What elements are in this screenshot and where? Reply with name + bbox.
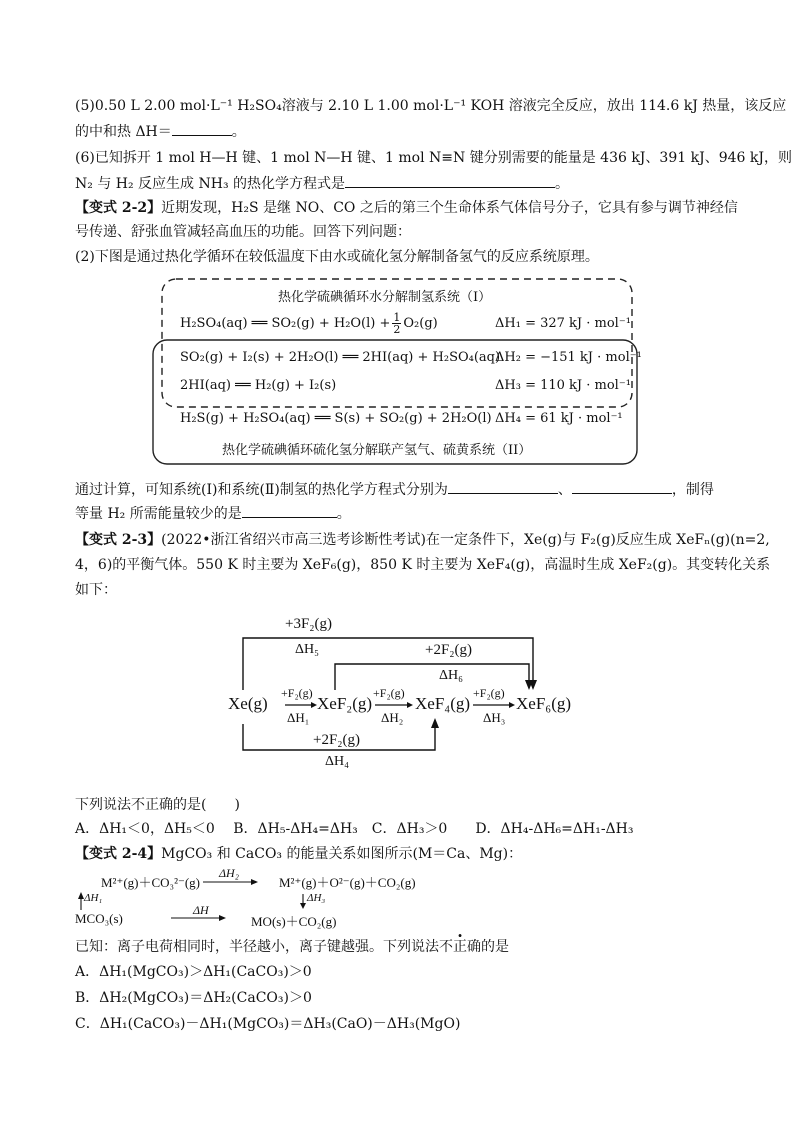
reaction1-left: H₂SO₄(aq) ══ SO₂(g) + H₂O(l) + — [180, 316, 391, 331]
v22-after2-prefix: 等量 H₂ 所需能量较少的是 — [75, 506, 242, 522]
v22-line1 — [75, 199, 738, 217]
q6-answer-blank[interactable] — [345, 173, 555, 188]
bottom-label-2f2: +2F₂(g) — [313, 732, 361, 748]
reaction4-dh: ΔH₄ = 61 kJ · mol⁻¹ — [495, 411, 623, 426]
v22-tag: 【变式 2-2】 — [75, 200, 162, 216]
reaction1-half-fraction: $\frac{1}{2}$ — [393, 311, 401, 336]
label-dh: ΔH — [193, 903, 209, 917]
v23-line2: 4，6)的平衡气体。550 K 时主要为 XeF₆(g)，850 K 时主要为 XeF₄(g)，高温时生成 XeF₂(g)。其变转化关系 — [75, 557, 771, 573]
q6-line2-prefix: N₂ 与 H₂ 反应生成 NH₃ 的热化学方程式是 — [75, 176, 346, 192]
v22-after1-sep: 、 — [557, 482, 572, 498]
v22-line3: (2)下图是通过热化学循环在较低温度下由水或硫化氢分解制备氢气的反应系统原理。 — [75, 249, 599, 265]
label-dh1: ΔH₁ — [287, 710, 310, 725]
v24-option-c: C．ΔH₁(CaCO₃)－ΔH₁(MgCO₃)＝ΔH₃(CaO)－ΔH₃(MgO) — [75, 1016, 461, 1032]
species-xef4: XeF₄(g) — [415, 694, 471, 713]
v22-after1-suffix: ，制得 — [671, 482, 714, 498]
v22-line2: 号传递、舒张血管减轻高血压的功能。回答下列问题： — [75, 224, 411, 240]
bottom-left-species: MCO₃(s) — [75, 911, 123, 926]
v22-after2-suffix: 。 — [336, 506, 351, 522]
top-label-3f2: +3F₂(g) — [285, 616, 333, 632]
v23-question: 下列说法不正确的是( ) — [75, 797, 240, 813]
reaction1-dh: ΔH₁ = 327 kJ · mol⁻¹ — [495, 316, 631, 331]
v22-after-line2 — [75, 503, 351, 523]
dh4-arrowhead — [431, 718, 439, 728]
reaction2: SO₂(g) + I₂(s) + 2H₂O(l) ══ 2HI(aq) + H₂SO₄(aq) — [180, 350, 501, 365]
v22-after-line1 — [75, 479, 714, 499]
species-xef2: XeF₂(g) — [317, 694, 373, 713]
system1-equation-blank[interactable] — [448, 479, 558, 494]
cycle-diagram — [150, 276, 640, 468]
arrow3-label: +F₂(g) — [473, 686, 505, 700]
system2-title: 热化学硫碘循环硫化氢分解联产氢气、硫黄系统（II） — [222, 443, 532, 458]
label-dh6: ΔH₆ — [439, 668, 463, 683]
v24-option-a: A．ΔH₁(MgCO₃)＞ΔH₁(CaCO₃)＞0 — [75, 964, 312, 980]
q5-line2 — [75, 121, 246, 141]
species-xef6: XeF₆(g) — [516, 694, 572, 713]
label-dh3: ΔH₃ — [483, 710, 506, 725]
system2-equation-blank[interactable] — [572, 479, 672, 494]
arrow2-label: +F₂(g) — [373, 686, 405, 700]
v23-line1 — [75, 531, 770, 549]
q5-line1: (5)0.50 L 2.00 mol·L⁻¹ H₂SO₄溶液与 2.10 L 1.00 mol·L⁻¹ KOH 溶液完全反应，放出 114.6 kJ 热量，该反应 — [75, 98, 787, 114]
v23-tag: 【变式 2-3】 — [75, 532, 162, 548]
reaction1 — [180, 312, 438, 335]
reaction1-right: O₂(g) — [403, 316, 438, 331]
label-dh2: ΔH₂ — [381, 710, 404, 725]
label-dh2: ΔH₂ — [219, 866, 239, 880]
label-dh5: ΔH₅ — [295, 642, 319, 657]
v22-after1-prefix: 通过计算，可知系统(Ⅰ)和系统(Ⅱ)制氢的热化学方程式分别为 — [75, 482, 448, 498]
reaction3-dh: ΔH₃ = 110 kJ · mol⁻¹ — [495, 378, 631, 393]
v23-options: A．ΔH₁＜0，ΔH₅＜0 B．ΔH₅-ΔH₄=ΔH₃ C．ΔH₃＞0 D．ΔH₄-ΔH₆=ΔH₁-ΔH₃ — [75, 821, 634, 837]
v24-known — [75, 938, 509, 956]
v22-line1-text: 近期发现，H₂S 是继 NO、CO 之后的第三个生命体系气体信号分子，它具有参与调节神经信 — [161, 200, 738, 216]
v24-line1-text: MgCO₃ 和 CaCO₃ 的能量关系如图所示(M＝Ca、Mg)： — [161, 846, 523, 862]
arrow1-label: +F₂(g) — [281, 686, 313, 700]
species-xe: Xe(g) — [228, 694, 268, 713]
label-dh1: ΔH₁ — [84, 892, 103, 904]
less-energy-blank[interactable] — [242, 503, 337, 518]
system1-title: 热化学硫碘循环水分解制氢系统（I） — [278, 290, 492, 305]
v24-known-emph: 不正确 — [439, 939, 481, 955]
v24-known-prefix: 已知：离子电荷相同时，半径越小，离子键越强。下列说法 — [75, 939, 439, 955]
v24-tag: 【变式 2-4】 — [75, 846, 162, 862]
xe-diagram — [225, 612, 585, 777]
v24-option-b: B．ΔH₂(MgCO₃)＝ΔH₂(CaCO₃)＞0 — [75, 990, 312, 1006]
q5-answer-blank[interactable] — [172, 121, 232, 136]
carbonate-diagram — [75, 866, 455, 930]
top-right-species: M²⁺(g)＋O²⁻(g)＋CO₂(g) — [279, 875, 416, 890]
q5-line2-prefix: 的中和热 ΔH＝ — [75, 124, 172, 140]
reaction4: H₂S(g) + H₂SO₄(aq) ══ S(s) + SO₂(g) + 2H₂O(l) — [180, 411, 492, 426]
q6-line2-suffix: 。 — [555, 176, 570, 192]
reaction3: 2HI(aq) ══ H₂(g) + I₂(s) — [180, 378, 337, 393]
label-dh4: ΔH₄ — [325, 754, 349, 769]
q6-line1: (6)已知拆开 1 mol H—H 键、1 mol N—H 键、1 mol N≡N 键分别需要的能量是 436 kJ、391 kJ、946 kJ，则 — [75, 150, 792, 166]
v24-line1 — [75, 845, 522, 863]
q5-line2-suffix: 。 — [231, 124, 246, 140]
v23-line3: 如下： — [75, 582, 117, 598]
mid-label-2f2: +2F₂(g) — [425, 642, 473, 658]
bottom-right-species: MO(s)＋CO₂(g) — [251, 914, 337, 929]
reaction2-dh: ΔH₂ = −151 kJ · mol⁻¹ — [495, 350, 642, 365]
q6-line2 — [75, 173, 569, 193]
v23-line1-text: (2022•浙江省绍兴市高三选考诊断性考试)在一定条件下，Xe(g)与 F₂(g)反应生成 XeFₙ(g)(n=2, — [161, 532, 770, 548]
v24-known-suffix: 的是 — [481, 939, 509, 955]
top-left-species: M²⁺(g)＋CO₃²⁻(g) — [101, 875, 200, 890]
label-dh3: ΔH₃ — [307, 892, 326, 904]
